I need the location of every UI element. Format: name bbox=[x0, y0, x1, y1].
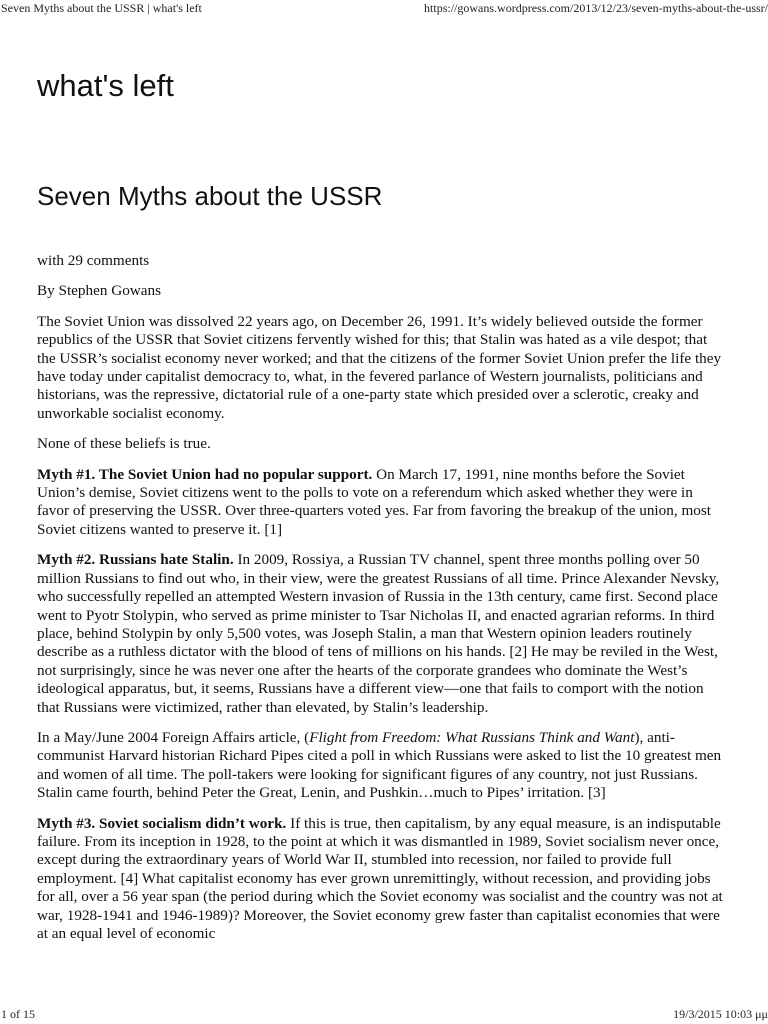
print-date: 19/3/2015 10:03 μμ bbox=[673, 1007, 768, 1021]
myth-3-paragraph bbox=[37, 815, 727, 944]
myth-2-body: In 2009, Rossiya, a Russian TV channel, spent three months polling over 50 million Russians to find out who, in their view, were the greatest Russians of all time. Prince Alexander Nevsky, who successfully repelled an attempted Western invasion of Russia in the 13th century, came first. Second place went to Pyotr Stolypin, who served as prime minister to Tsar Nicholas II, and enacted agrarian reforms. In third place, behind Stolypin by only 5,500 votes, was Joseph Stalin, a man that Western opinion leaders routinely describe as a ruthless dictator with the blood of tens of millions on his hands. [2] He may be reviled in the West, not surprisingly, since he was never one after the hearts of the corporate grandees who dominate the West’s ideological apparatus, but, it seems, Russians have a different view—one that fails to comport with the notion that Russians were victimized, rather than elevated, by Stalin’s leadership. bbox=[37, 551, 720, 716]
myth-1-paragraph bbox=[37, 466, 727, 540]
pipes-text-after: ), anti-communist Harvard historian Richard Pipes cited a poll in which Russians were asked to list the 10 greatest men and women of all time. The poll-takers were looking for significant figures of any country, not just Russians. Stalin came fourth, behind Peter the Great, Lenin, and Pushkin…much to Pipes’ irritation. [3] bbox=[37, 728, 722, 802]
byline: By Stephen Gowans bbox=[37, 282, 162, 300]
page-url: https://gowans.wordpress.com/2013/12/23/seven-myths-about-the-ussr/ bbox=[424, 1, 768, 15]
myth-3-body: If this is true, then capitalism, by any equal measure, is an indisputable failure. From its inception in 1928, to the point at which it was dismantled in 1989, Soviet socialism never once, except during the extraordinary years of World War II, stumbled into recession, nor failed to provide full employment. [4] What capitalist economy has ever grown unremittingly, without recession, and providing jobs for all, over a 56 year span (the period during which the Soviet economy was socialist and the country was not at war, 1928-1941 and 1946-1989)? Moreover, the Soviet economy grew faster than capitalist economies that were at an equal level of economic bbox=[37, 814, 723, 942]
myth-3-heading: Myth #3. Soviet socialism didn’t work. bbox=[37, 814, 287, 832]
myth-2-heading: Myth #2. Russians hate Stalin. bbox=[37, 551, 234, 569]
intro-paragraph: The Soviet Union was dissolved 22 years ago, on December 26, 1991. It’s widely believed outside the former republics of the USSR that Soviet citizens fervently wished for this; that Stalin was hated as a vile despot; that the USSR’s socialist economy never worked; and that the citizens of the former Soviet Union prefer the life they have today under capitalist democracy to, what, in the fevered parlance of Western journalists, politicians and historians, was the repressive, dictatorial rule of a one-party state which presided over a sclerotic, creaky and unworkable socialist economy. bbox=[37, 312, 722, 422]
print-header bbox=[0, 0, 768, 18]
comments-link-text[interactable]: with 29 comments bbox=[37, 252, 150, 269]
post-content bbox=[37, 252, 727, 955]
page-title-header: Seven Myths about the USSR | what's left bbox=[1, 1, 202, 15]
pipes-article-title: Flight from Freedom: What Russians Think and Want bbox=[309, 728, 635, 746]
none-true-paragraph: None of these beliefs is true. bbox=[37, 435, 211, 453]
myth-1-body: On March 17, 1991, nine months before the Soviet Union’s demise, Soviet citizens went to the polls to vote on a referendum which asked whether they were in favor of preserving the USSR. Over three-quarters voted yes. Far from favoring the breakup of the union, most Soviet citizens wanted to preserve it. [1] bbox=[37, 465, 711, 538]
site-title[interactable]: what's left bbox=[37, 68, 174, 103]
pipes-paragraph bbox=[37, 729, 727, 803]
post-title[interactable]: Seven Myths about the USSR bbox=[37, 181, 383, 211]
myth-2-paragraph bbox=[37, 551, 727, 717]
page-number: 1 of 15 bbox=[1, 1007, 35, 1021]
comments-link[interactable] bbox=[37, 252, 727, 270]
myth-1-heading: Myth #1. The Soviet Union had no popular support. bbox=[37, 465, 373, 483]
print-footer bbox=[0, 1006, 768, 1024]
pipes-text-before: In a May/June 2004 Foreign Affairs article, ( bbox=[37, 728, 310, 746]
